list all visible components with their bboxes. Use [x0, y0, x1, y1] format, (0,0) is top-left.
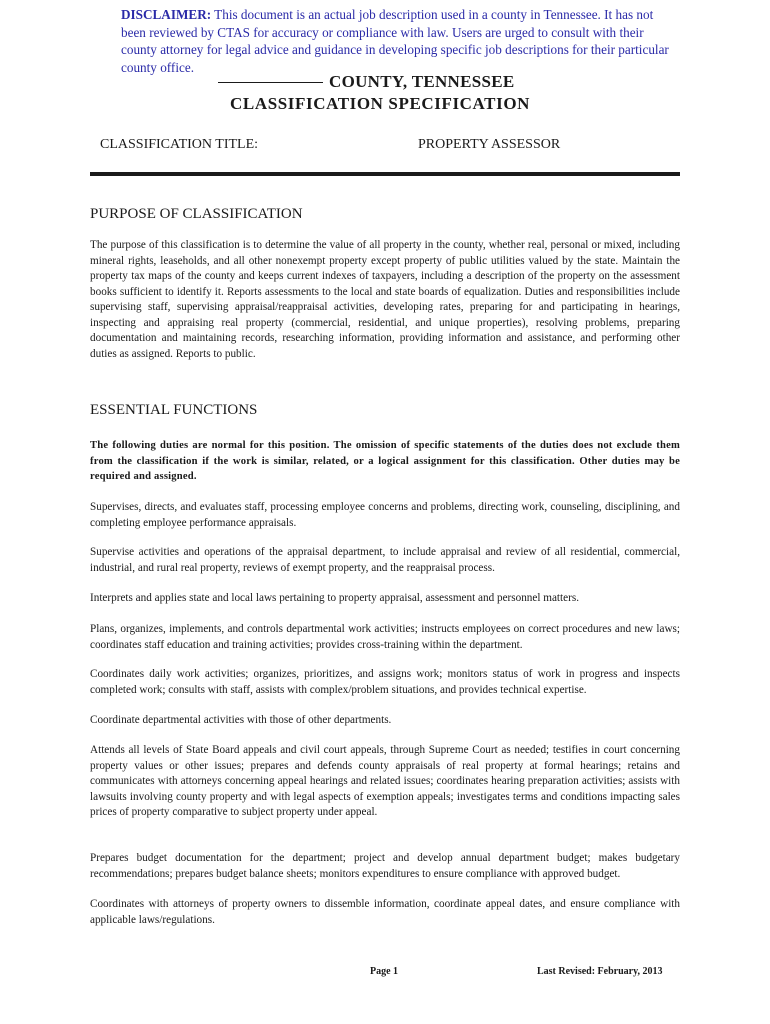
duty-paragraph: Coordinates with attorneys of property owners to dissemble information, coordinate appeal dates, and ensure compliance with applicable laws/regulations.: [90, 898, 680, 926]
last-revised: Last Revised: February, 2013: [537, 966, 663, 977]
duty-paragraph: Coordinates daily work activities; organizes, prioritizes, and assigns work; monitors status of work in progress and inspects completed work; consults with staff, assists with complex/problem situations, and provides technical expertise.: [90, 668, 680, 696]
essential-functions-heading: ESSENTIAL FUNCTIONS: [90, 402, 258, 418]
classification-title-value: PROPERTY ASSESSOR: [418, 137, 561, 152]
classification-title-label: CLASSIFICATION TITLE:: [100, 137, 259, 152]
county-name-blank: [218, 82, 323, 83]
duty-paragraph: Prepares budget documentation for the department; project and develop annual department budget; makes budgetary recommendations; prepares budget balance sheets; monitors expenditures to ensure compliance with approved budget.: [90, 852, 680, 880]
header-divider: [90, 172, 680, 176]
duty-paragraph: Attends all levels of State Board appeals and civil court appeals, through Supreme Court as needed; testifies in court concerning property values or other issues; prepares and defends county appraisals of real property at formal hearings; retains and communicates with attorneys concerning appeal hearings and related issues; coordinates hearing preparation activities; assists with lawsuits involving county property and with legal aspects of exemption appeals; investigates terms and conditions impacting sales prices of property comparative to subject property under appeal.: [90, 744, 680, 818]
county-header-text: COUNTY, TENNESSEE: [329, 72, 515, 91]
essential-functions-intro: The following duties are normal for this position. The omission of specific statements of the duties does not exclude them from the classification if the work is similar, related, or a logical assignment for this classification. Other duties may be required and assigned.: [90, 440, 680, 482]
purpose-heading: PURPOSE OF CLASSIFICATION: [90, 206, 303, 222]
duty-paragraph: Interprets and applies state and local laws pertaining to property appraisal, assessment and personnel matters.: [90, 592, 579, 604]
disclaimer-text: This document is an actual job description used in a county in Tennessee. It has not been reviewed by CTAS for accuracy or compliance with law. Users are urged to consult with their county attorney for legal advice and guidance in developing specific job descriptions for their particular county office.: [121, 7, 669, 75]
duty-paragraph: Coordinate departmental activities with those of other departments.: [90, 714, 392, 726]
duty-paragraph: Supervises, directs, and evaluates staff, processing employee concerns and problems, directing work, counseling, disciplining, and completing employee performance appraisals.: [90, 501, 680, 529]
county-header: [218, 72, 538, 92]
purpose-text: The purpose of this classification is to determine the value of all property in the county, whether real, personal or mixed, including mineral rights, leaseholds, and all other nonexempt property except property of public utilities valued by the state. Maintain the property tax maps of the county and keeps current indexes of taxpayers, including a description of the property on the assessment books sufficient to identify it. Reports assessments to the local and state boards of equalization. Duties and responsibilities include supervising staff, supervising appraisal/reappraisal activities, developing rates, preparing for and participating in hearings, inspecting and appraising real property (commercial, residential, and unique properties), resolving problems, preparing documentation and maintaining records, researching information, providing information and assistance, and performing other duties as assigned. Reports to public.: [90, 239, 680, 360]
specification-title: CLASSIFICATION SPECIFICATION: [230, 94, 531, 113]
disclaimer-label: DISCLAIMER:: [121, 7, 212, 22]
disclaimer: [121, 6, 681, 76]
duty-paragraph: Supervise activities and operations of the appraisal department, to include appraisal and review of all residential, commercial, industrial, and rural real property, reviews of exempt property, and the reappraisal process.: [90, 546, 680, 574]
page-number: Page 1: [370, 966, 399, 977]
duty-paragraph: Plans, organizes, implements, and controls departmental work activities; instructs employees on correct procedures and new laws; coordinates staff education and training activities; provides cross-training within the department.: [90, 623, 680, 651]
